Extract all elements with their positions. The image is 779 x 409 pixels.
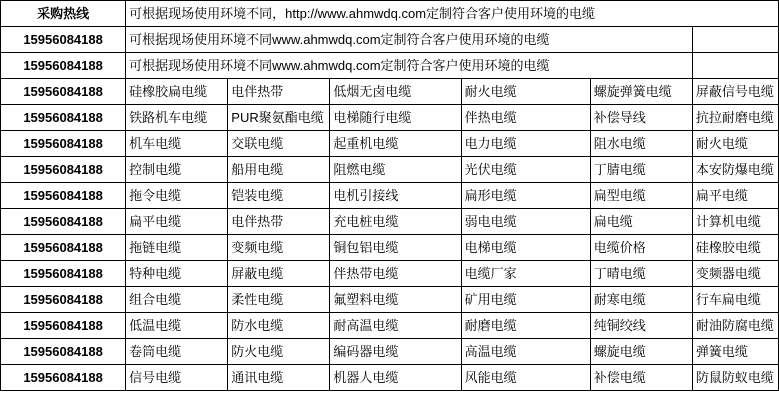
- product-name: 电力电缆: [461, 131, 590, 157]
- phone-number: 15956084188: [1, 261, 126, 287]
- product-name: 变频电缆: [228, 235, 330, 261]
- table-row: [1, 287, 779, 313]
- product-name: 交联电缆: [228, 131, 330, 157]
- product-name: 电机引接线: [330, 183, 461, 209]
- product-name: 耐火电缆: [692, 131, 778, 157]
- product-name: 电缆价格: [590, 235, 692, 261]
- product-name: PUR聚氨酯电缆: [228, 105, 330, 131]
- hotline-label: 采购热线: [1, 1, 126, 27]
- product-name: 拖令电缆: [126, 183, 228, 209]
- product-name: 光伏电缆: [461, 157, 590, 183]
- product-name: 阻水电缆: [590, 131, 692, 157]
- phone-number: 15956084188: [1, 209, 126, 235]
- product-name: 卷筒电缆: [126, 339, 228, 365]
- table-row: [1, 235, 779, 261]
- banner-text: 可根据现场使用环境不同www.ahmwdq.com定制符合客户使用环境的电缆: [126, 27, 693, 53]
- product-name: 行车扁电缆: [692, 287, 778, 313]
- table-row: [1, 183, 779, 209]
- table-row: [1, 339, 779, 365]
- product-name: 耐寒电缆: [590, 287, 692, 313]
- table-row: [1, 157, 779, 183]
- product-name: 柔性电缆: [228, 287, 330, 313]
- product-name: 补偿导线: [590, 105, 692, 131]
- product-name: 组合电缆: [126, 287, 228, 313]
- product-name: 电梯随行电缆: [330, 105, 461, 131]
- product-name: 硅橡胶电缆: [692, 235, 778, 261]
- product-name: 耐火电缆: [461, 79, 590, 105]
- product-name: 阻燃电缆: [330, 157, 461, 183]
- banner-text: 可根据现场使用环境不同www.ahmwdq.com定制符合客户使用环境的电缆: [126, 53, 693, 79]
- table-row: [1, 209, 779, 235]
- product-name: 信号电缆: [126, 365, 228, 391]
- product-name: 通讯电缆: [228, 365, 330, 391]
- product-name: 矿用电缆: [461, 287, 590, 313]
- banner-row: [1, 1, 779, 27]
- product-name: 特种电缆: [126, 261, 228, 287]
- product-name: 船用电缆: [228, 157, 330, 183]
- product-name: 防水电缆: [228, 313, 330, 339]
- product-name: 起重机电缆: [330, 131, 461, 157]
- product-name: 本安防爆电缆: [692, 157, 778, 183]
- phone-number: 15956084188: [1, 313, 126, 339]
- product-name: 扁电缆: [590, 209, 692, 235]
- product-name: 弱电电缆: [461, 209, 590, 235]
- product-name: 机器人电缆: [330, 365, 461, 391]
- product-name: 防火电缆: [228, 339, 330, 365]
- product-name: 计算机电缆: [692, 209, 778, 235]
- product-name: 耐磨电缆: [461, 313, 590, 339]
- phone-number: 15956084188: [1, 235, 126, 261]
- product-name: 伴热带电缆: [330, 261, 461, 287]
- phone-number: 15956084188: [1, 27, 126, 53]
- product-name: 硅橡胶扁电缆: [126, 79, 228, 105]
- banner-row: [1, 27, 779, 53]
- table-row: [1, 105, 779, 131]
- product-name: 编码器电缆: [330, 339, 461, 365]
- product-name: 屏蔽电缆: [228, 261, 330, 287]
- product-name: 丁晴电缆: [590, 261, 692, 287]
- product-name: 电伴热带: [228, 209, 330, 235]
- product-name: 纯铜绞线: [590, 313, 692, 339]
- table-body: [1, 1, 779, 391]
- product-name: 高温电缆: [461, 339, 590, 365]
- phone-number: 15956084188: [1, 287, 126, 313]
- product-name: 螺旋电缆: [590, 339, 692, 365]
- table-row: [1, 79, 779, 105]
- product-name: 控制电缆: [126, 157, 228, 183]
- table-row: [1, 131, 779, 157]
- empty-cell: [692, 53, 778, 79]
- product-name: 扁平电缆: [126, 209, 228, 235]
- product-name: 铜包铝电缆: [330, 235, 461, 261]
- product-name: 弹簧电缆: [692, 339, 778, 365]
- product-name: 耐高温电缆: [330, 313, 461, 339]
- product-name: 氟塑料电缆: [330, 287, 461, 313]
- product-name: 拖链电缆: [126, 235, 228, 261]
- product-name: 电梯电缆: [461, 235, 590, 261]
- product-name: 补偿电缆: [590, 365, 692, 391]
- phone-number: 15956084188: [1, 365, 126, 391]
- product-name: 风能电缆: [461, 365, 590, 391]
- product-name: 变频器电缆: [692, 261, 778, 287]
- phone-number: 15956084188: [1, 157, 126, 183]
- phone-number: 15956084188: [1, 79, 126, 105]
- product-name: 充电桩电缆: [330, 209, 461, 235]
- product-name: 扁型电缆: [590, 183, 692, 209]
- product-name: 低温电缆: [126, 313, 228, 339]
- phone-number: 15956084188: [1, 183, 126, 209]
- product-name: 机车电缆: [126, 131, 228, 157]
- product-name: 扁平电缆: [692, 183, 778, 209]
- table-row: [1, 261, 779, 287]
- product-name: 低烟无卤电缆: [330, 79, 461, 105]
- phone-number: 15956084188: [1, 131, 126, 157]
- product-name: 扁形电缆: [461, 183, 590, 209]
- empty-cell: [692, 27, 778, 53]
- product-name: 耐油防腐电缆: [692, 313, 778, 339]
- phone-number: 15956084188: [1, 53, 126, 79]
- phone-number: 15956084188: [1, 339, 126, 365]
- banner-row: [1, 53, 779, 79]
- product-name: 电伴热带: [228, 79, 330, 105]
- product-name: 电缆厂家: [461, 261, 590, 287]
- product-name: 铠装电缆: [228, 183, 330, 209]
- table-row: [1, 313, 779, 339]
- product-name: 丁腈电缆: [590, 157, 692, 183]
- table-row: [1, 365, 779, 391]
- phone-number: 15956084188: [1, 105, 126, 131]
- product-name: 防鼠防蚁电缆: [692, 365, 778, 391]
- product-name: 屏蔽信号电缆: [692, 79, 778, 105]
- banner-text: 可根据现场使用环境不同，http://www.ahmwdq.com定制符合客户使用环境的电缆: [126, 1, 779, 27]
- product-name: 螺旋弹簧电缆: [590, 79, 692, 105]
- product-name: 铁路机车电缆: [126, 105, 228, 131]
- product-name: 伴热电缆: [461, 105, 590, 131]
- product-name: 抗拉耐磨电缆: [692, 105, 778, 131]
